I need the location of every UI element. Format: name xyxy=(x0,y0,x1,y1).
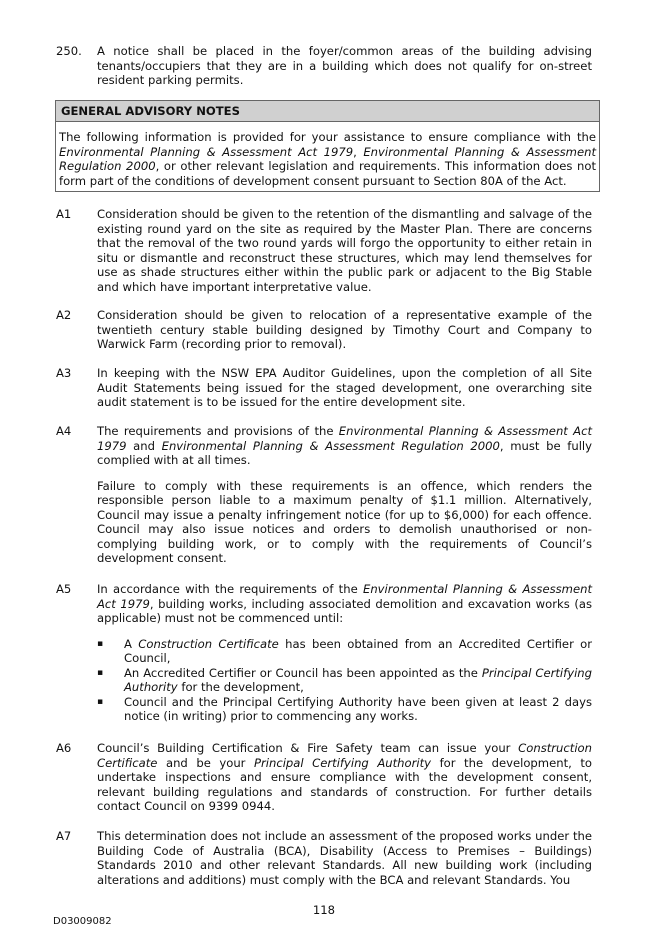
advisory-a2 xyxy=(56,308,592,352)
advisory-a1 xyxy=(56,207,592,294)
page-number: 118 xyxy=(312,903,336,917)
bullet-text-part: Council and the Principal Certifying Authority have been given at least 2 days notice (in writing) prior to commencing any works. xyxy=(124,694,592,723)
bullet-list xyxy=(97,637,592,724)
clause-text: This determination does not include an assessment of the proposed works under the Building Code of Australia (BCA), Disability (Access to Premises – Buildings) Standards 2010 and other relevant Standards. All new building work (including alterations and additions) must comply with the BCA and relevant Standards. You xyxy=(97,829,592,887)
advisory-heading: GENERAL ADVISORY NOTES xyxy=(56,101,599,122)
act-title: Environmental Planning & Assessment Act 1979 xyxy=(97,582,592,611)
bullet-item xyxy=(97,695,592,724)
general-advisory-notes-box xyxy=(55,100,600,192)
clause-number: A3 xyxy=(56,366,72,380)
advisory-text-part: , or other relevant legislation and requirements. This information does not form part of the conditions of development consent pursuant to Section 80A of the Act. xyxy=(59,159,596,188)
clause-number: 250. xyxy=(56,44,82,58)
advisory-a3 xyxy=(56,366,592,410)
clause-text-part: Council’s Building Certification & Fire Safety team can issue your xyxy=(97,741,519,755)
clause-text-part: , must be fully complied with at all times. xyxy=(97,438,592,467)
bullet-icon: ▪ xyxy=(97,667,104,678)
advisory-a5 xyxy=(56,582,592,724)
advisory-a6 xyxy=(56,741,592,814)
clause-text-part: In accordance with the requirements of the xyxy=(97,582,363,596)
clause-number: A6 xyxy=(56,741,72,755)
bullet-icon: ▪ xyxy=(97,638,104,649)
regulation-title: Environmental Planning & Assessment Regulation 2000 xyxy=(59,144,597,173)
document-code: D03009082 xyxy=(53,916,112,927)
construction-certificate-term: Construction Certificate xyxy=(97,741,592,770)
advisory-text xyxy=(56,122,599,188)
regulation-title: Environmental Planning & Assessment Regulation 2000 xyxy=(161,438,500,453)
bullet-text-part: for the development, xyxy=(177,680,304,694)
clause-text-part: and be your xyxy=(157,755,254,770)
act-title: Environmental Planning & Assessment Act 1979 xyxy=(59,144,354,159)
condition-250 xyxy=(56,44,592,88)
bullet-text-part: An Accredited Certifier or Council has been appointed as the xyxy=(124,665,482,680)
clause-body xyxy=(97,582,592,724)
construction-certificate-term: Construction Certificate xyxy=(138,636,279,651)
advisory-a7 xyxy=(56,829,592,887)
clause-text: A notice shall be placed in the foyer/common areas of the building advising tenants/occupiers that they are in a building which does not qualify for on-street resident parking permits. xyxy=(97,44,592,87)
act-title: Environmental Planning & Assessment Act 1979 xyxy=(97,424,592,453)
clause-text: Consideration should be given to the retention of the dismantling and salvage of the existing round yard on the site as required by the Master Plan. There are concerns that the removal of the two round yards will forgo the opportunity to either retain in situ or dismantle and reconstruct these structures, which may lend themselves for use as shade structures either within the public park or adjacent to the Big Stable and which have important interpretative value. xyxy=(97,207,592,294)
bullet-item xyxy=(97,637,592,666)
clause-text: Consideration should be given to relocation of a representative example of the twentieth century stable building designed by Timothy Court and Company to Warwick Farm (recording prior to removal). xyxy=(97,308,592,351)
bullet-item xyxy=(97,666,592,695)
clause-text xyxy=(97,741,592,814)
clause-number: A1 xyxy=(56,207,72,221)
clause-number: A5 xyxy=(56,582,72,596)
advisory-text-part: , xyxy=(353,144,364,159)
clause-number: A4 xyxy=(56,424,72,438)
clause-text xyxy=(97,582,592,626)
clause-text: In keeping with the NSW EPA Auditor Guidelines, upon the completion of all Site Audit Statements being issued for the staged development, one overarching site audit statement is to be issued for the entire development site. xyxy=(97,366,592,409)
clause-number: A2 xyxy=(56,308,72,322)
clause-paragraph-2: Failure to comply with these requirements is an offence, which renders the responsible person liable to a maximum penalty of $1.1 million. Alternatively, Council may issue a penalty infringement notice (for up to $6,000) for each offence. Council may also issue notices and orders to demolish unauthorised or non-complying building work, or to comply with the requirements of Council’s development consent. xyxy=(97,478,592,565)
clause-text-part: , building works, including associated demolition and excavation works (as applicable) must not be commenced until: xyxy=(97,596,593,625)
advisory-text-part: The following information is provided for your assistance to ensure compliance with the xyxy=(59,130,596,144)
pca-term: Principal Certifying Authority xyxy=(254,755,432,770)
clause-text xyxy=(97,424,592,468)
clause-text-part: and xyxy=(126,438,162,453)
clause-text-part: The requirements and provisions of the xyxy=(97,424,339,438)
bullet-text-part: A xyxy=(124,636,139,651)
bullet-icon: ▪ xyxy=(97,696,104,707)
advisory-a4 xyxy=(56,424,592,566)
bullet-text-part: has been obtained from an Accredited Certifier or Council, xyxy=(124,636,593,665)
pca-term: Principal Certifying Authority xyxy=(124,665,592,694)
clause-text-part: for the development, to undertake inspections and ensure compliance with the development consent, relevant building regulations and standards of construction. For further details contact Council on 9399 0944. xyxy=(97,755,592,813)
clause-number: A7 xyxy=(56,829,72,843)
